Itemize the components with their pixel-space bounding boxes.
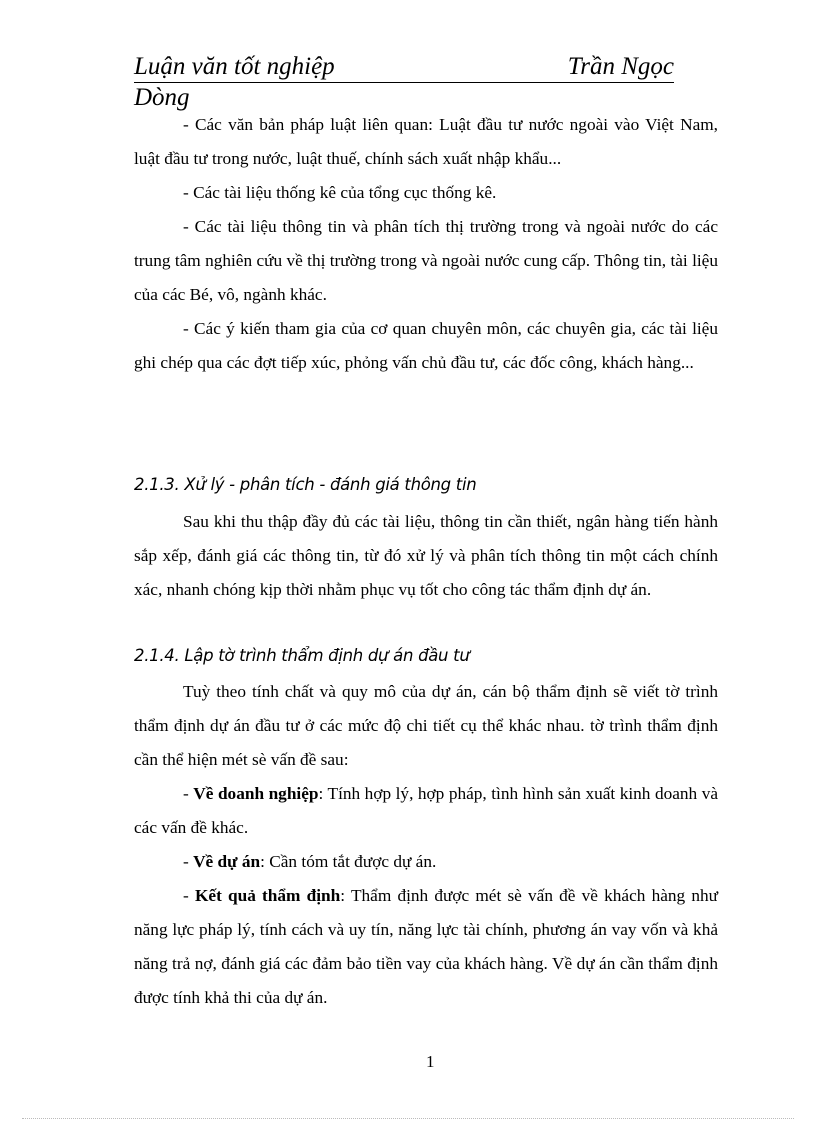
- page-header: [134, 52, 674, 113]
- paragraph-project: - Về dự án: Cần tóm tắt được dự án.: [183, 852, 437, 871]
- section-heading-2-1-4: 2.1.4. Lập tờ trình thẩm định dự án đầu tư: [134, 646, 470, 665]
- paragraph-statistics: - Các tài liệu thống kê của tổng cục thống kê.: [183, 183, 497, 202]
- paragraph-legal-documents: - Các văn bản pháp luật liên quan: Luật đầu tư nước ngoài vào Việt Nam, luật đầu tư trong nước, luật thuế, chính sách xuất nhập khẩu...: [134, 115, 718, 168]
- paragraph-market-info: - Các tài liệu thông tin và phân tích thị trường trong và ngoài nước do các trung tâm nghiên cứu về thị trường trong và ngoài nước cung cấp. Thông tin, tài liệu của các Bé, vô, ngành khác.: [134, 217, 718, 304]
- paragraph-processing: Sau khi thu thập đầy đủ các tài liệu, thông tin cần thiết, ngân hàng tiến hành sắp xếp, đánh giá các thông tin, từ đó xử lý và phân tích thông tin một cách chính xác, nhanh chóng kịp thời nhằm phục vụ tốt cho công tác thẩm định dự án.: [134, 512, 718, 599]
- paragraph-appraisal-result: - Kết quả thẩm định: Thẩm định được mét sè vấn đề về khách hàng như năng lực pháp lý, tính cách và uy tín, năng lực tài chính, phương án vay vốn và khả năng trả nợ, đánh giá các đảm bảo tiền vay của khách hàng. Về dự án cần thẩm định được tính khả thi của dự án.: [134, 886, 719, 1007]
- header-author: Trần Ngọc: [567, 53, 674, 80]
- section-heading-2-1-3: 2.1.3. Xử lý - phân tích - đánh giá thông tin: [134, 475, 477, 494]
- header-author-continuation: Dòng: [134, 84, 190, 111]
- label-enterprise: Về doanh nghiệp: [193, 784, 319, 803]
- paragraph-enterprise: - Về doanh nghiệp: Tính hợp lý, hợp pháp, tình hình sản xuất kinh doanh và các vấn đề khác.: [134, 784, 719, 837]
- header-rule: [134, 52, 674, 83]
- paragraph-expert-opinions: - Các ý kiến tham gia của cơ quan chuyên môn, các chuyên gia, các tài liệu ghi chép qua các đợt tiếp xúc, phỏng vấn chủ đầu tư, các đốc công, khách hàng...: [134, 319, 718, 372]
- label-appraisal-result: Kết quả thẩm định: [194, 886, 341, 905]
- page-number: 1: [426, 1052, 435, 1071]
- page-bottom-divider: [22, 1118, 794, 1119]
- label-project: Về dự án: [193, 852, 261, 871]
- header-title: Luận văn tốt nghiệp: [134, 53, 335, 80]
- paragraph-report-intro: Tuỳ theo tính chất và quy mô của dự án, cán bộ thẩm định sẽ viết tờ trình thẩm định dự án đầu tư ở các mức độ chi tiết cụ thể khác nhau. tờ trình thẩm định cần thể hiện mét sè vấn đề sau:: [134, 682, 718, 769]
